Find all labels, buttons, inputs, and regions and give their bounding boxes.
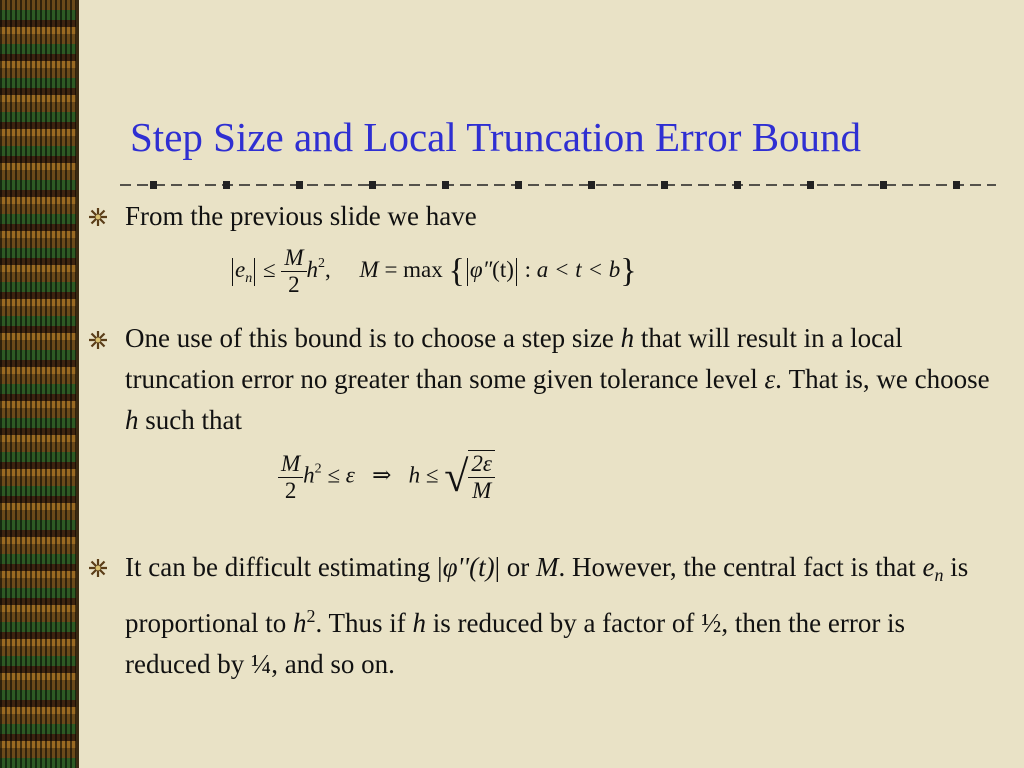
- bullet-text-2: One use of this bound is to choose a step size h that will result in a local truncation error no greater than some given tolerance level ε. That is, we choose h such that: [125, 323, 990, 435]
- bullet-text-3: It can be difficult estimating |φ''(t)| or M. However, the central fact is that $e_n$ is proportional to $h^2$. Thus if h is reduced by a factor of ½, then the error is reduced by ¼, and so on.: [125, 552, 969, 679]
- asterisk-star-icon: [88, 330, 108, 350]
- decorative-border: [0, 0, 79, 768]
- equation-error-bound: $e_n$ ≤ $\frac{M}{2}$ $h^2$, M = max { φ″(t) : a < t < b}: [230, 245, 637, 298]
- equation-step-size: $\frac{M}{2}$ $h^2 \le \varepsilon$ ⇒ h ≤ √ $\frac{2\varepsilon}{M}$: [278, 450, 495, 504]
- asterisk-star-icon: [88, 558, 108, 578]
- asterisk-star-icon: [88, 207, 108, 227]
- slide-title: Step Size and Local Truncation Error Bound: [130, 114, 862, 160]
- bullet-text-1: From the previous slide we have: [125, 201, 477, 231]
- title-divider: [120, 178, 996, 192]
